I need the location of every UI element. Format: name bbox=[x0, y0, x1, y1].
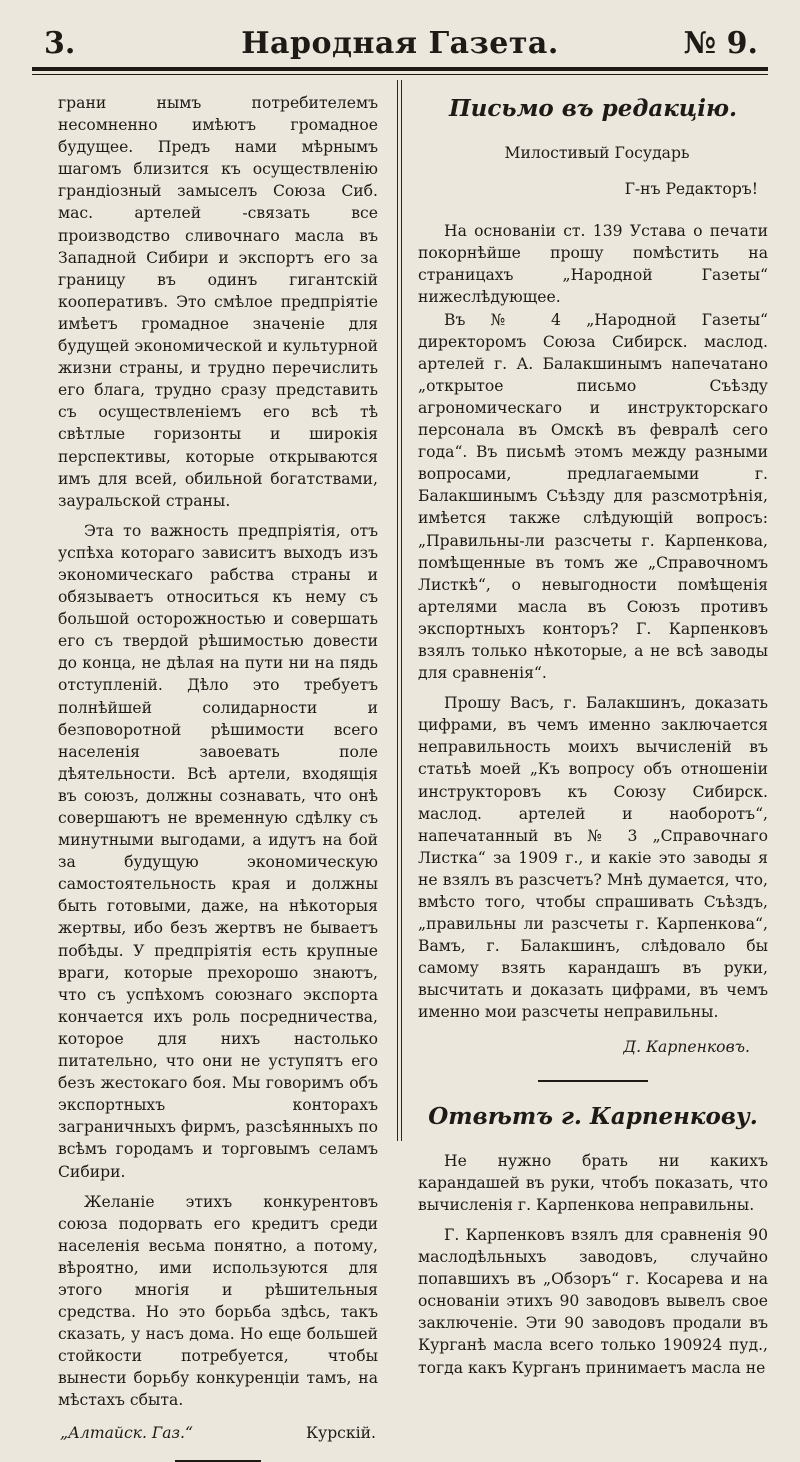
page-header bbox=[30, 18, 770, 74]
issue-number: № 9. bbox=[683, 26, 758, 61]
column-divider-second bbox=[401, 80, 402, 1141]
article-signature-row bbox=[58, 1422, 378, 1444]
article-paragraph: грани нымъ потребителемъ несомненно имѣютъ громадное будущее. Предъ нами мѣрнымъ шагомъ близится къ осуществленію грандіозный замыселъ Союза Сиб. мас. артелей -связать все производство сливочнаго масла въ Западной Сибири и экспортъ его за границу въ одинъ гигантскій кооперативъ. Это смѣлое предпріятіе имѣетъ громадное значеніе для будущей экономической и культурной жизни страны, и трудно перечислить его блага, трудно сразу представить съ осуществленіемъ его всѣ тѣ свѣтлые горизонты и широкія перспективы, которые открываются имъ для всей, обильной богатствами, зауральской страны. bbox=[58, 94, 378, 510]
header-rule-thick bbox=[32, 67, 768, 71]
header-rule-thin bbox=[32, 74, 768, 75]
page-number: 3. bbox=[44, 26, 76, 61]
article-paragraph: Желаніе этихъ конкурентовъ союза подорвать его кредитъ среди населенія весьма понятно, а потому, вѣроятно, ими используются для этого многія и рѣшительныя средства. Но это борьба здѣсь, такъ сказать, у насъ дома. Но еще большей стойкости потребуется, чтобы вынести борьбу конкуренціи тамъ, на мѣстахъ сбыта. bbox=[58, 1192, 378, 1410]
newspaper-title: Народная Газета. bbox=[241, 26, 559, 61]
column-divider bbox=[397, 80, 398, 1141]
article-source: „Алтайск. Газ.“ bbox=[60, 1423, 193, 1442]
letter-signature: Д. Карпенковъ. bbox=[623, 1037, 750, 1056]
section-rule bbox=[538, 1080, 648, 1082]
letter-salutation: Милостивый Государь bbox=[504, 144, 690, 162]
article-author: Курскій. bbox=[305, 1423, 376, 1442]
article-paragraph: Эта то важность предпріятія, отъ успѣха котораго зависитъ выходъ изъ экономическаго рабства страны и обязываетъ относиться къ нему съ большой осторожностью и совершать его съ твердой рѣшимостью довести до конца, не дѣлая на пути ни на пядь отступленій. Дѣло это требуетъ полнѣйшей солидарности и безповоротной рѣшимости всего населенія завоевать поле дѣятельности. Всѣ артели, входящія въ союзъ, должны сознавать, что онѣ совершаютъ не временную сдѣлку съ минутными выгодами, а идутъ на бой за будущую экономическую самостоятельность края и должны быть готовыми, даже, на нѣкоторыя жертвы, ибо безъ жертвъ не бываетъ побѣды. У предпріятія есть крупные враги, которые прехорошо знаютъ, что съ успѣхомъ союзнаго экспорта кончается ихъ роль посредничества, которое для нихъ настолько питательно, что они не уступятъ его безъ жестокаго боя. Мы говоримъ объ экспортныхъ конторахъ заграничныхъ фирмъ, разсѣянныхъ по всѣмъ городамъ и торговымъ селамъ Сибири. bbox=[58, 521, 378, 1181]
letter-paragraph: На основаніи ст. 139 Устава о печати покорнѣйше прошу помѣстить на страницахъ „Народной Газеты“ нижеслѣдующее. bbox=[418, 222, 768, 307]
reply-heading: Отвѣтъ г. Карпенкову. bbox=[428, 1102, 758, 1130]
reply-paragraph: Г. Карпенковъ взялъ для сравненія 90 маслодѣльныхъ заводовъ, случайно попавшихъ въ „Обзоръ“ г. Косарева и на основаніи этихъ 90 заводовъ вывелъ свое заключеніе. Эти 90 заводовъ продали въ Курганѣ масла всего только 190924 пуд., тогда какъ Курганъ принимаетъ масла не bbox=[418, 1225, 768, 1377]
letter-addressee: Г-нъ Редакторъ! bbox=[624, 180, 758, 199]
letter-heading: Письмо въ редакцію. bbox=[448, 95, 738, 122]
reply-paragraph: Не нужно брать ни какихъ карандашей въ руки, чтобъ показать, что вычисленія г. Карпенкова неправильны. bbox=[418, 1151, 768, 1214]
end-rule bbox=[175, 1460, 261, 1462]
letter-paragraph: Прошу Васъ, г. Балакшинъ, доказать цифрами, въ чемъ именно заключается неправильность моихъ вычисленій въ статьѣ моей „Къ вопросу объ отношеніи инструкторовъ къ Союзу Сибирск. маслод. артелей и наоборотъ“, напечатанный въ № 3 „Справочнаго Листка“ за 1909 г., и какіе это заводы я не взялъ въ разсчетъ? Мнѣ думается, что, вмѣсто того, чтобы спрашивать Съѣздъ, „правильны ли разсчеты г. Карпенкова“, Вамъ, г. Балакшинъ, слѣдовало бы самому взять карандашъ въ руки, высчитать и доказать цифрами, въ чемъ именно мои разсчеты неправильны. bbox=[418, 694, 768, 1022]
right-column bbox=[418, 92, 768, 1379]
letter-paragraph: Въ № 4 „Народной Газеты“ директоромъ Союза Сибирск. маслод. артелей г. А. Балакшинымъ напечатано „открытое письмо Съѣзду агрономическаго и инструкторскаго персонала въ Омскѣ въ февралѣ сего года“. Въ письмѣ этомъ между разными вопросами, предлагаемыми г. Балакшинымъ Съѣзду для разсмотрѣнія, имѣется также слѣдующій вопросъ: „Правильны-ли разсчеты г. Карпенкова, помѣщенные въ томъ же „Справочномъ Листкѣ“, о невыгодности помѣщенія артелями масла въ Союзъ противъ экспортныхъ конторъ? Г. Карпенковъ взялъ только нѣкоторые, а не всѣ заводы для сравненія“. bbox=[418, 310, 768, 683]
left-column bbox=[58, 92, 378, 1462]
